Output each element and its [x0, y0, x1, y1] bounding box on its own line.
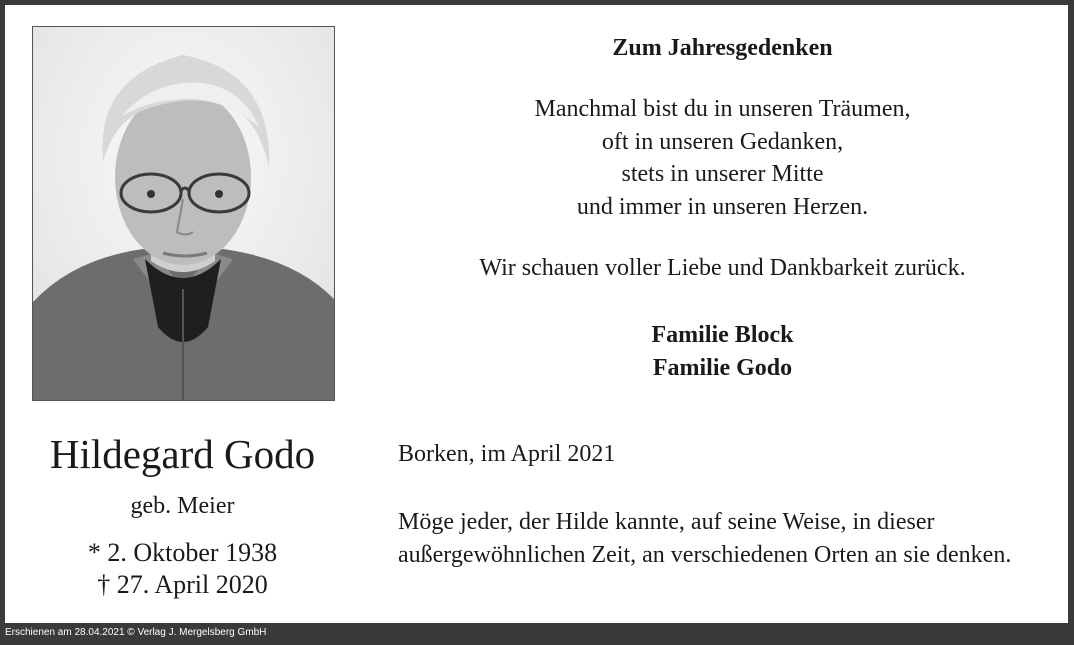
family-signatures: [395, 319, 1050, 384]
poem-line: Manchmal bist du in unseren Träumen,: [534, 96, 911, 122]
publication-footer: Erschienen am 28.04.2021 © Verlag J. Mergelsberg GmbH: [5, 627, 267, 638]
poem-line: und immer in unseren Herzen.: [576, 193, 869, 220]
memorial-wish: Möge jeder, der Hilde kannte, auf seine Weise, in dieser außergewöhnlichen Zeit, an verschiedenen Orten an sie denken.: [398, 509, 1012, 568]
obituary-card: [5, 5, 1068, 623]
deceased-name: Hildegard Godo: [49, 431, 316, 477]
poem-line: stets in unserer Mitte: [621, 161, 824, 187]
birth-name: geb. Meier: [130, 493, 235, 519]
birth-date: * 2. Oktober 1938: [87, 538, 278, 567]
place-date: Borken, im April 2021: [398, 441, 616, 467]
poem: [395, 93, 1050, 223]
portrait-photo: [32, 26, 335, 401]
poem-line: oft in unseren Gedanken,: [601, 128, 844, 155]
thanks-line: Wir schauen voller Liebe und Dankbarkeit zurück.: [479, 255, 966, 281]
notice-heading: Zum Jahresgedenken: [612, 35, 833, 61]
life-dates: [5, 537, 360, 601]
death-date: † 27. April 2020: [97, 570, 268, 599]
family-name: Familie Godo: [652, 354, 793, 381]
family-name: Familie Block: [651, 322, 794, 348]
